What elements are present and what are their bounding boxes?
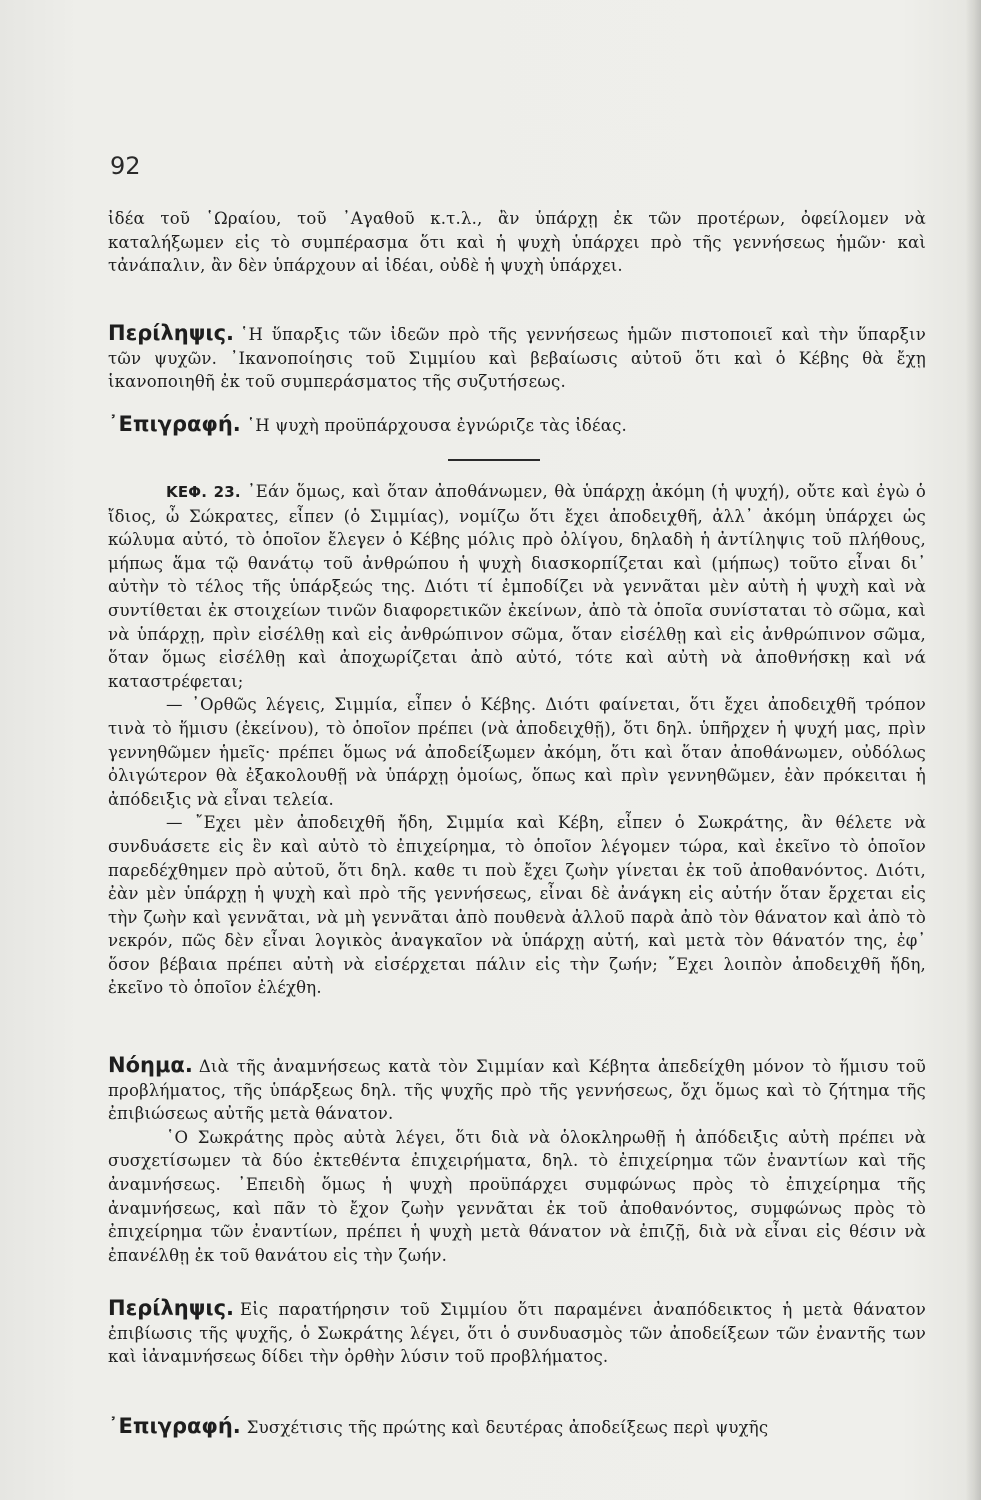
epigraph-heading: ᾽Επιγραφή. [108, 412, 241, 436]
summary-heading: Περίληψις. [108, 1296, 234, 1320]
chapter-23 [108, 480, 926, 1000]
epigraph-text: ῾Η ψυχὴ προϋπάρχουσα ἐγνώριζε τὰς ἰδέας. [246, 416, 627, 435]
meaning-section [108, 1054, 926, 1267]
summary-section-1 [108, 322, 926, 394]
summary-text: Εἰς παρατήρησιν τοῦ Σιμμίου ὅτι παραμένει ἀναπόδεικτος ἡ μετὰ θάνατον ἐπιβίωσις τῆς ψυχῆς, ὁ Σωκράτης λέγει, ὅτι ὁ συνδυασμὸς τῶν ἀποδείξεων τῶν ἐναντῆς των καὶ ἰἀναμνήσεως δίδει τὴν ὀρθὴν λύσιν τοῦ προβλήματος. [108, 1300, 926, 1367]
meaning-paragraph-1: Διὰ τῆς ἀναμνήσεως κατὰ τὸν Σιμμίαν καὶ Κέβητα ἀπεδείχθη μόνον τὸ ἥμισυ τοῦ προβλήματος, τῆς ὑπάρξεως δηλ. τῆς ψυχῆς πρὸ τῆς γεννήσεως, ὄχι ὅμως καὶ τὸ ζήτημα τῆς ἐπιβιώσεως αὐτῆς μετὰ θάνατον. [108, 1057, 926, 1124]
section-divider [448, 459, 540, 461]
epigraph-section-2 [108, 1415, 926, 1440]
chapter-paragraph-2: — ᾽Ορθῶς λέγεις, Σιμμία, εἶπεν ὁ Κέβης. Διότι φαίνεται, ὅτι ἔχει ἀποδειχθῆ τρόπον τινὰ τὸ ἥμισυ (ἐκείνου), τὸ ὁποῖον πρέπει (νὰ ἀποδειχθῇ), ὅτι δηλ. ὑπῆρχεν ἡ ψυχή μας, πρὶν γεννηθῶμεν ἡμεῖς· πρέπει ὅμως νά ἀποδείξωμεν ἀκόμη, ὅτι καὶ ὅταν ἀποθάνωμεν, οὐδόλως ὀλιγώτερον θὰ ἐξακολουθῇ νὰ ὑπάρχῃ ὁμοίως, ὅπως καὶ πρὶν γεννηθῶμεν, ἐὰν πρόκειται ἡ ἀπόδειξις νὰ εἶναι τελεία. [108, 695, 926, 809]
epigraph-section-1 [108, 413, 926, 438]
paragraph-text: ἰδέα τοῦ ῾Ωραίου, τοῦ ᾽Αγαθοῦ κ.τ.λ., ἂν ὑπάρχῃ ἐκ τῶν προτέρων, ὀφείλομεν νὰ καταλήξωμεν εἰς τὸ συμπέρασμα ὅτι καὶ ἡ ψυχὴ ὑπάρχει πρὸ τῆς γεννήσεως ἡμῶν· καὶ τἀνάπαλιν, ἂν δὲν ὑπάρχουν αἱ ἰδέαι, οὐδὲ ἡ ψυχὴ ὑπάρχει. [108, 209, 926, 276]
summary-text: ῾Η ὕπαρξις τῶν ἰδεῶν πρὸ τῆς γεννήσεως ἡμῶν πιστοποιεῖ καὶ τὴν ὕπαρξιν τῶν ψυχῶν. ᾽Ικανοποίησις τοῦ Σιμμίου καὶ βεβαίωσις αὐτοῦ ὅτι καὶ ὁ Κέβης θὰ ἔχῃ ἱκανοποιηθῆ ἐκ τοῦ συμπεράσματος τῆς συζυτήσεως. [108, 325, 926, 392]
chapter-label: ΚΕΦ. 23. [166, 483, 241, 501]
meaning-heading: Νόημα. [108, 1053, 193, 1077]
spine-shadow [965, 0, 981, 1500]
page-number: 92 [110, 152, 141, 180]
epigraph-text: Συσχέτισις τῆς πρώτης καὶ δευτέρας ἀποδείξεως περὶ ψυχῆς [246, 1418, 769, 1437]
continuation-paragraph [108, 207, 926, 278]
epigraph-heading: ᾽Επιγραφή. [108, 1414, 241, 1438]
meaning-paragraph-2: ῾Ο Σωκράτης πρὸς αὐτὰ λέγει, ὅτι διὰ νὰ ὁλοκληρωθῇ ἡ ἀπόδειξις αὐτὴ πρέπει νὰ συσχετίσωμεν τὰ δύο ἐκτεθέντα ἐπιχειρήματα, δηλ. τὸ ἐπιχείρημα τῶν ἐναντίων καὶ τῆς ἀναμνήσεως. ᾽Επειδὴ ὅμως ἡ ψυχὴ προϋπάρχει συμφώνως πρὸς τὸ ἐπιχείρημα τῆς ἀναμνήσεως, καὶ πᾶν τὸ ἔχον ζωὴν γεννᾶται ἐκ τοῦ ἀποθανόντος, συμφώνως πρὸς τὸ ἐπιχείρημα τῶν ἐναντίων, πρέπει ἡ ψυχὴ μετὰ θάνατον νὰ ἐπιζῇ, διὰ νὰ εἶναι εἰς θέσιν νὰ ἐπανέλθῃ ἐκ τοῦ θανάτου εἰς τὴν ζωήν. [108, 1127, 926, 1265]
summary-section-2 [108, 1297, 926, 1369]
summary-heading: Περίληψις. [108, 321, 234, 345]
chapter-paragraph-3: — ῎Εχει μὲν ἀποδειχθῆ ἤδη, Σιμμία καὶ Κέβη, εἶπεν ὁ Σωκράτης, ἂν θέλετε νὰ συνδυάσετε εἰς ἓν καὶ αὐτὸ τὸ ἐπιχείρημα, τὸ ὁποῖον λέγομεν τώρα, καὶ ἐκεῖνο τὸ ὁποῖον παρεδέχθημεν πρὸ αὐτοῦ, ὅτι δηλ. καθε τι ποὺ ἔχει ζωὴν γίνεται ἐκ τοῦ ἀποθανόντος. Διότι, ἐὰν μὲν ὑπάρχῃ ἡ ψυχὴ καὶ πρὸ τῆς γεννήσεως, εἶναι δὲ ἀνάγκη εἰς αὐτήν ὅταν ἔρχεται εἰς τὴν ζωὴν καὶ γεννᾶται, νὰ μὴ γεννᾶται ἀπὸ πουθενὰ ἀλλοῦ παρὰ ἀπὸ τὸν θάνατον καὶ ἀπὸ τὸ νεκρόν, πῶς δὲν εἶναι λογικὸς ἀναγκαῖον νὰ ὑπάρχῃ αὐτή, καὶ μετὰ τὸν θάνατόν της, ἐφ᾽ ὅσον βέβαια πρέπει αὐτὴ νὰ εἰσέρχεται πάλιν εἰς τὴν ζωήν; ῎Εχει λοιπὸν ἀποδειχθῆ ἤδη, ἐκεῖνο τὸ ὁποῖον ἐλέχθη. [108, 813, 926, 998]
chapter-paragraph-1: ᾽Εάν ὅμως, καὶ ὅταν ἀποθάνωμεν, θὰ ὑπάρχῃ ἀκόμη (ἡ ψυχή), οὔτε καὶ ἐγὼ ὁ ἴδιος, ὦ Σώκρατες, εἶπεν (ὁ Σιμμίας), νομίζω ὅτι ἔχει ἀποδειχθῆ, ἀλλ᾽ ἀκόμη ὑπάρχει ὡς κώλυμα αὐτό, τὸ ὁποῖον ἔλεγεν ὁ Κέβης μόλις πρὸ ὀλίγου, δηλαδὴ ἡ ἀντίληψις τοῦ πλήθους, μήπως ἅμα τῷ θανάτῳ τοῦ ἀνθρώπου ἡ ψυχὴ διασκορπίζεται καὶ (μήπως) τοῦτο εἶναι δι᾽ αὐτὴν τὸ τέλος τῆς ὑπάρξεώς της. Διότι τί ἐμποδίζει νὰ γεννᾶται μὲν αὐτὴ ἡ ψυχὴ καὶ νὰ συντίθεται ἐκ στοιχείων τινῶν διαφορετικῶν ἐκείνων, ἀπὸ τὰ ὁποῖα συνίσταται τὸ σῶμα, καὶ νὰ ὑπάρχῃ, πρὶν εἰσέλθῃ καὶ εἰς ἀνθρώπινον σῶμα, ὅταν εἰσέλθῃ καὶ εἰς ἀνθρώπινον σῶμα, ὅταν ὅμως εἰσέλθῃ καὶ ἀποχωρίζεται ἀπὸ αὐτό, τότε καὶ αὐτὴ νὰ ἀποθνήσκῃ καὶ νά καταστρέφεται; [108, 482, 926, 691]
